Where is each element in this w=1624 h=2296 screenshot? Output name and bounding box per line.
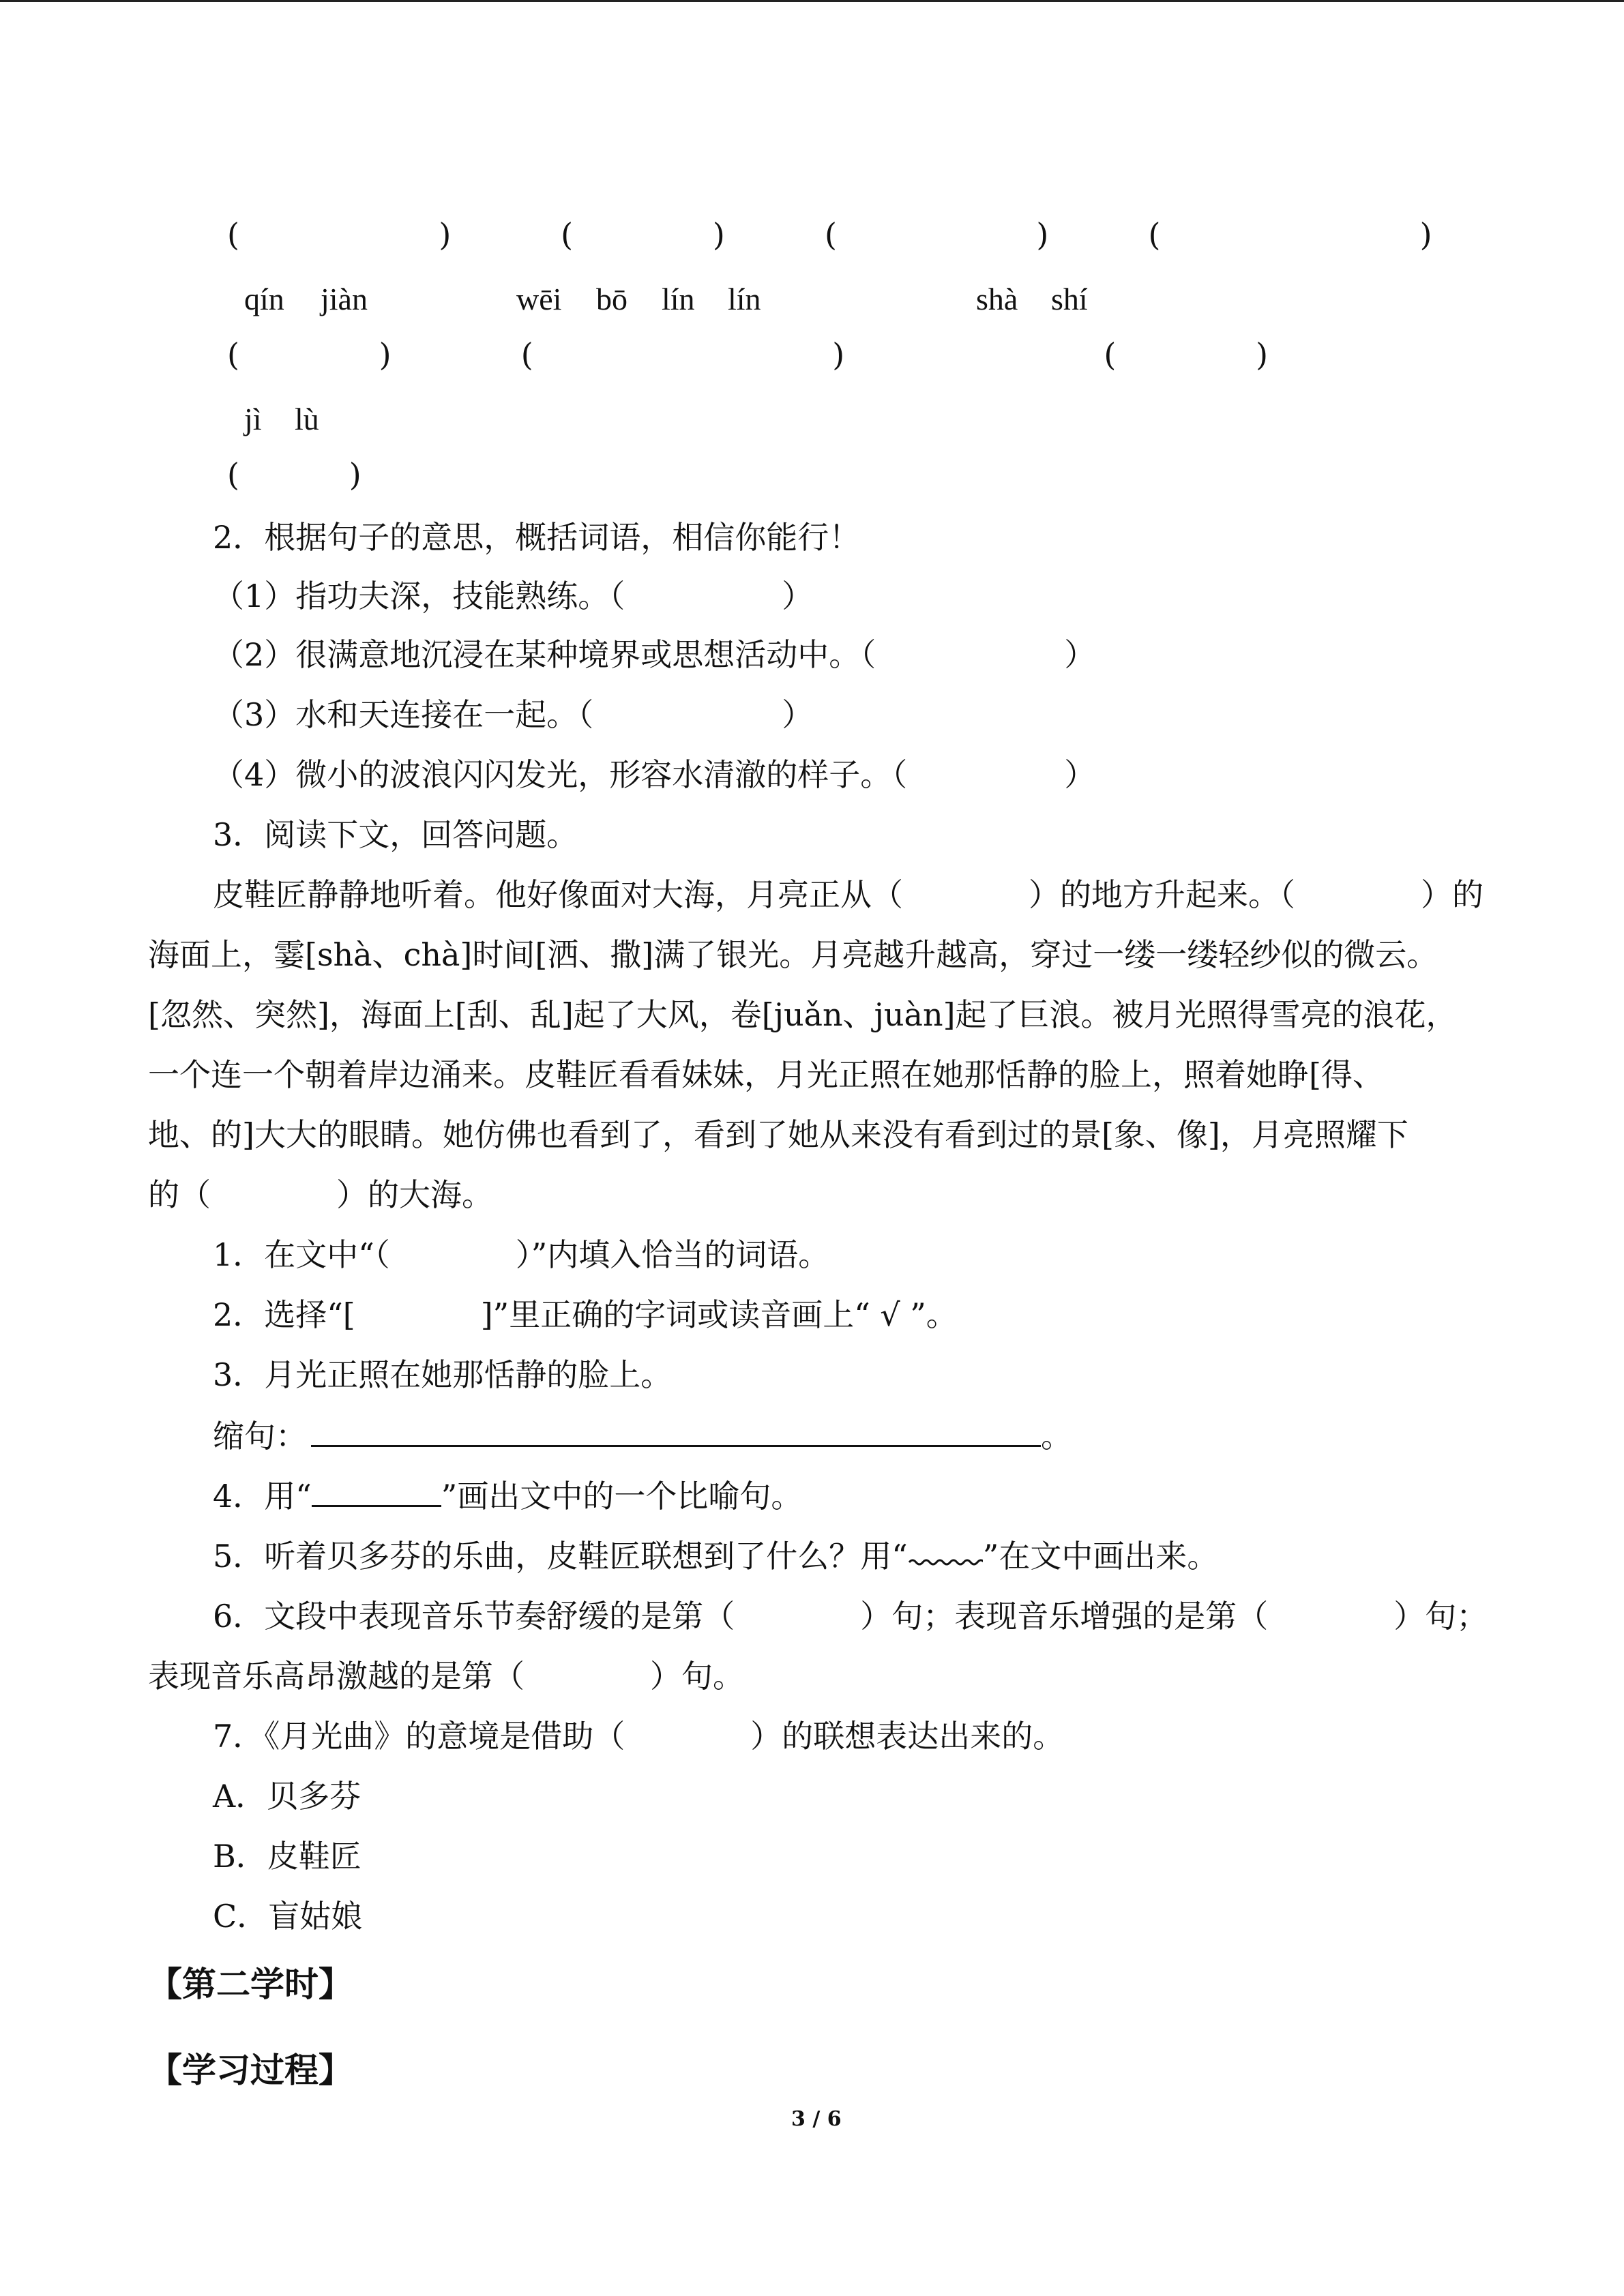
pinyin-lin-1: lín (662, 282, 695, 316)
wavy-underline-sample (908, 1540, 983, 1567)
q3-sub-3: 3．月光正照在她那恬静的脸上。 (213, 1356, 673, 1393)
q2-item-4: （4）微小的波浪闪闪发光，形容水清澈的样子。（ ） (213, 756, 1096, 793)
condense-label: 缩句： (213, 1418, 307, 1455)
pinyin-ji: jì (244, 402, 262, 436)
pinyin-sha: shà (976, 282, 1018, 316)
q3-title: 3．阅读下文，回答问题。 (213, 816, 578, 853)
q3-sub-4-suffix: ”画出文中的一个比喻句。 (441, 1478, 803, 1515)
passage-line-2: 海面上，霎[shà、chà]时间[洒、撒]满了银光。月亮越升越高，穿过一缕一缕轻纱似的微云。 (148, 936, 1438, 973)
q3-sub-6-line-2: 表现音乐高昂激越的是第（ ）句。 (148, 1658, 744, 1695)
heading-learning-process: 【学习过程】 (148, 2050, 353, 2090)
q3-sub-5-prefix: 5．听着贝多芬的乐曲，皮鞋匠联想到了什么？用“ (213, 1538, 908, 1575)
passage-line-3: [忽然、突然]，海面上[刮、乱]起了大风，卷[juǎn、juàn]起了巨浪。被月光照得雪亮的浪花， (148, 996, 1458, 1033)
q3-sub-4-prefix: 4．用“ (213, 1478, 312, 1515)
option-b: B．皮鞋匠 (213, 1838, 361, 1875)
condense-sentence-row (213, 1417, 1072, 1455)
q2-item-1: （1）指功夫深，技能熟练。（ ） (213, 578, 814, 614)
pinyin-lu: lù (295, 402, 319, 436)
pinyin-jian: jiàn (321, 282, 368, 316)
q2-item-3: （3）水和天连接在一起。（ ） (213, 696, 814, 733)
pinyin-wei: wēi (516, 282, 562, 316)
heading-lesson-2: 【第二学时】 (148, 1964, 353, 2004)
q3-sub-7: 7．《月光曲》的意境是借助（ ）的联想表达出来的。 (213, 1718, 1065, 1755)
straight-underline-sample (312, 1478, 441, 1507)
passage-line-6: 的（ ）的大海。 (148, 1176, 493, 1213)
option-c: C．盲姑娘 (213, 1898, 363, 1935)
q3-sub-5 (213, 1537, 1218, 1575)
passage-line-5: 地、的]大大的眼睛。她仿佛也看到了，看到了她从来没有看到过的景[象、像]，月亮照耀下 (148, 1116, 1408, 1153)
q3-sub-6-line-1: 6．文段中表现音乐节奏舒缓的是第（ ）句；表现音乐增强的是第（ ）句； (213, 1598, 1488, 1635)
passage-line-1: 皮鞋匠静静地听着。他好像面对大海，月亮正从（ ）的地方升起来。（ ）的 (213, 876, 1483, 913)
option-a: A．贝多芬 (213, 1778, 361, 1815)
q3-sub-1: 1．在文中“（ ）”内填入恰当的词语。 (213, 1236, 830, 1273)
q3-sub-2: 2．选择“[ ]”里正确的字词或读音画上“ √ ”。 (213, 1296, 958, 1333)
pinyin-bo: bō (596, 282, 628, 316)
condense-answer-line[interactable] (311, 1418, 1041, 1447)
q3-sub-4 (213, 1477, 802, 1515)
condense-period: 。 (1041, 1418, 1072, 1455)
page-top-border (0, 0, 1624, 2)
page-number: 3 / 6 (791, 2107, 842, 2131)
pinyin-row1-blanks: ( ) ( ) ( ) ( ) (227, 216, 1432, 253)
q2-item-2: （2）很满意地沉浸在某种境界或思想活动中。（ ） (213, 636, 1096, 673)
pinyin-row2-blanks: ( ) ( ) ( ) (227, 336, 1269, 373)
q2-title: 2．根据句子的意思，概括词语，相信你能行！ (213, 519, 861, 556)
pinyin-qin: qín (244, 282, 284, 316)
pinyin-lin-2: lín (728, 282, 761, 316)
passage-line-4: 一个连一个朝着岸边涌来。皮鞋匠看看妹妹，月光正照在她那恬静的脸上，照着她睁[得、 (148, 1056, 1384, 1093)
q3-sub-5-suffix: ”在文中画出来。 (982, 1538, 1219, 1575)
pinyin-shi: shí (1051, 282, 1088, 316)
pinyin-row3-blanks: ( ) (227, 456, 361, 493)
